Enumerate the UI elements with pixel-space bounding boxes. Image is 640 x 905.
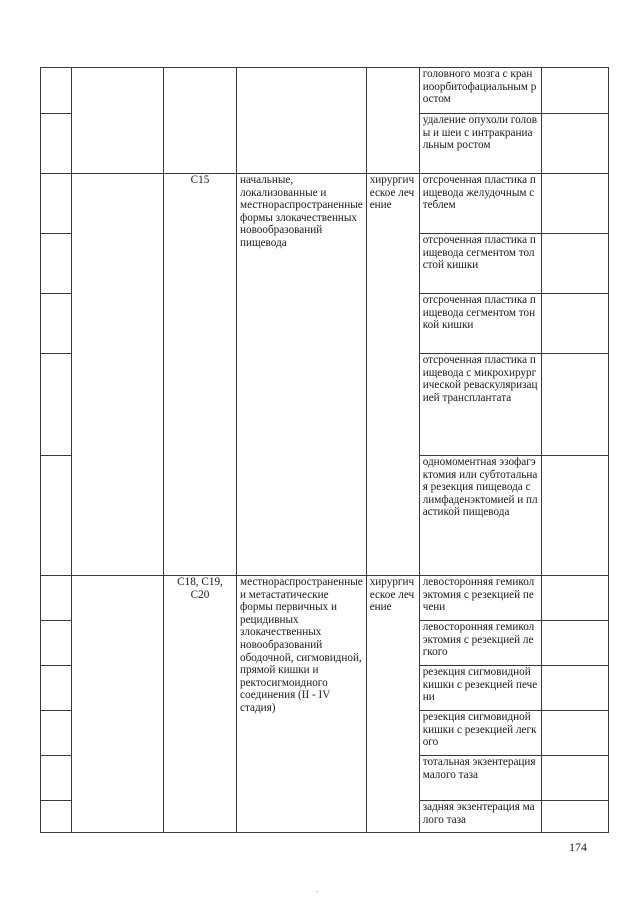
icd-code-cell: C15 (164, 174, 237, 576)
table-body (41, 68, 609, 833)
row-number-cell (41, 756, 72, 801)
treatment-method-cell: удаление опухоли головы и шеи с интракраниальным ростом (419, 114, 541, 174)
row-number-cell (41, 354, 72, 456)
norm-cost-cell (541, 68, 608, 114)
treatment-method-cell: левосторонняя гемиколэктомия с резекцией печени (419, 576, 541, 621)
disease-description-cell: начальные, локализованные и местнораспространенные формы злокачественных новообразований пищевода (237, 174, 367, 576)
norm-cost-cell (541, 354, 608, 456)
row-number-cell (41, 456, 72, 576)
treatment-method-cell: тотальная экзентерация малого таза (419, 756, 541, 801)
icd-code-cell (164, 68, 237, 174)
icd-code-cell: C18, C19, C20 (164, 576, 237, 833)
row-number-cell (41, 234, 72, 294)
norm-cost-cell (541, 294, 608, 354)
page-number: 174 (569, 840, 587, 854)
row-number-cell (41, 711, 72, 756)
row-number-cell (41, 174, 72, 234)
treatment-method-cell: задняя экзентерация малого таза (419, 801, 541, 833)
row-number-cell (41, 666, 72, 711)
disease-description-cell (237, 68, 367, 174)
row-number-cell (41, 68, 72, 114)
treatment-method-cell: отсроченная пластика пищевода сегментом тонкой кишки (419, 294, 541, 354)
care-type-cell (72, 174, 164, 576)
treatment-method-cell: левосторонняя гемиколэктомия с резекцией легкого (419, 621, 541, 666)
treatment-method-cell: резекция сигмовидной кишки с резекцией печени (419, 666, 541, 711)
treatment-method-cell: отсроченная пластика пищевода сегментом толстой кишки (419, 234, 541, 294)
norm-cost-cell (541, 174, 608, 234)
norm-cost-cell (541, 576, 608, 621)
row-number-cell (41, 294, 72, 354)
norm-cost-cell (541, 801, 608, 833)
treatment-method-cell: одномоментная эзофагэктомия или субтотальная резекция пищевода с лимфаденэктомией и пластикой пищевода (419, 456, 541, 576)
scan-speck (316, 891, 318, 892)
treatment-type-cell (366, 68, 419, 174)
norm-cost-cell (541, 456, 608, 576)
disease-description-cell: местнораспространенные и метастатические формы первичных и рецидивных злокачественных новообразований ободочной, сигмовидной, прямой кишки и ректосигмоидного соединения (II - IV стадия) (237, 576, 367, 833)
norm-cost-cell (541, 711, 608, 756)
treatment-table (40, 67, 609, 833)
treatment-type-cell: хирургическое лечение (366, 174, 419, 576)
row-number-cell (41, 114, 72, 174)
row-number-cell (41, 801, 72, 833)
treatment-method-cell: отсроченная пластика пищевода с микрохирургической реваскуляризацией трансплантата (419, 354, 541, 456)
norm-cost-cell (541, 234, 608, 294)
treatment-method-cell: резекция сигмовидной кишки с резекцией легкого (419, 711, 541, 756)
care-type-cell (72, 68, 164, 174)
table-row (41, 576, 609, 621)
row-number-cell (41, 576, 72, 621)
table-row (41, 68, 609, 114)
care-type-cell (72, 576, 164, 833)
norm-cost-cell (541, 114, 608, 174)
norm-cost-cell (541, 666, 608, 711)
treatment-method-cell: головного мозга с краниоорбитофациальным ростом (419, 68, 541, 114)
treatment-method-cell: отсроченная пластика пищевода желудочным стеблем (419, 174, 541, 234)
table-row (41, 174, 609, 234)
row-number-cell (41, 621, 72, 666)
norm-cost-cell (541, 621, 608, 666)
norm-cost-cell (541, 756, 608, 801)
treatment-type-cell: хирургическое лечение (366, 576, 419, 833)
